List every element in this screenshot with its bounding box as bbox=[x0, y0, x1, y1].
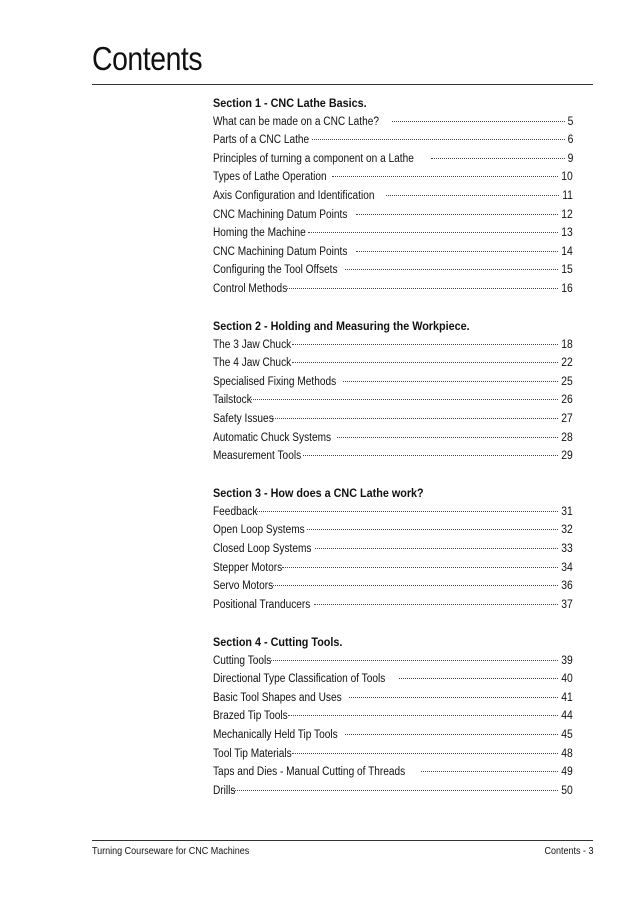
toc-entry-page-number: 5 bbox=[567, 115, 573, 128]
page-title: Contents bbox=[92, 40, 203, 77]
dot-leader bbox=[392, 120, 565, 122]
toc-entry-page-number: 28 bbox=[561, 431, 573, 444]
toc-entry-label: The 3 Jaw Chuck bbox=[213, 338, 292, 351]
toc-entry-label: Feedback bbox=[213, 505, 258, 518]
toc-entry bbox=[213, 168, 573, 187]
dot-leader bbox=[399, 677, 558, 679]
toc-entry-page-number: 32 bbox=[561, 524, 573, 537]
dot-leader bbox=[345, 733, 559, 735]
toc-entry-label: Cutting Tools bbox=[213, 654, 272, 667]
toc-entry-label: CNC Machining Datum Points bbox=[213, 208, 348, 221]
toc-entry-label: Homing the Machine bbox=[213, 227, 306, 240]
toc-entry bbox=[213, 596, 573, 615]
footer-page-number: Contents - 3 bbox=[543, 846, 593, 857]
toc-entry bbox=[213, 540, 573, 559]
section-heading: Section 2 - Holding and Measuring the Workpiece. bbox=[213, 319, 470, 334]
toc-entry-page-number: 9 bbox=[567, 152, 573, 165]
dot-leader bbox=[314, 603, 559, 605]
toc-entry-label: Principles of turning a component on a Lathe bbox=[213, 152, 414, 165]
toc-entry-page-number: 27 bbox=[561, 413, 573, 425]
toc-entry-page-number: 22 bbox=[561, 357, 573, 370]
toc-entry-label: Positional Tranducers bbox=[213, 598, 311, 611]
dot-leader bbox=[288, 714, 558, 716]
toc-entry-page-number: 31 bbox=[561, 505, 573, 518]
toc-entry-page-number: 40 bbox=[561, 673, 573, 686]
section-heading: Section 3 - How does a CNC Lathe work? bbox=[213, 486, 424, 501]
toc-entry-label: Basic Tool Shapes and Uses bbox=[213, 691, 342, 704]
toc-entry-label: CNC Machining Datum Points bbox=[213, 245, 348, 258]
toc-entry-page-number: 16 bbox=[561, 282, 573, 295]
toc-entry-page-number: 25 bbox=[561, 375, 573, 388]
toc-section bbox=[213, 94, 573, 299]
toc-entry-page-number: 6 bbox=[567, 134, 573, 147]
toc-entry-label: Mechanically Held Tip Tools bbox=[213, 728, 338, 741]
toc-entry bbox=[213, 689, 573, 708]
toc-entry bbox=[213, 336, 573, 355]
dot-leader bbox=[271, 584, 558, 586]
toc-entry-page-number: 29 bbox=[561, 450, 573, 463]
dot-leader bbox=[356, 213, 558, 215]
dot-leader bbox=[292, 752, 558, 754]
toc-entry-page-number: 14 bbox=[561, 245, 573, 258]
toc-entry bbox=[213, 521, 573, 540]
toc-entry bbox=[213, 670, 573, 689]
toc-entry bbox=[213, 391, 573, 410]
dot-leader bbox=[229, 789, 559, 791]
dot-leader bbox=[312, 138, 564, 140]
dot-leader bbox=[308, 231, 558, 233]
dot-leader bbox=[421, 770, 558, 772]
toc-entry-page-number: 37 bbox=[561, 598, 573, 611]
footer-divider bbox=[92, 840, 593, 841]
toc-entry bbox=[213, 782, 573, 801]
dot-leader bbox=[431, 157, 564, 159]
toc-entry bbox=[213, 763, 573, 782]
toc-entry bbox=[213, 373, 573, 392]
toc-entry bbox=[213, 410, 573, 429]
toc-entry bbox=[213, 577, 573, 596]
footer-document-title: Turning Courseware for CNC Machines bbox=[92, 846, 250, 857]
toc-entry bbox=[213, 224, 573, 243]
toc-entry bbox=[213, 503, 573, 522]
toc-entry-label: Parts of a CNC Lathe bbox=[213, 134, 310, 147]
toc-entry-label: What can be made on a CNC Lathe? bbox=[213, 115, 379, 128]
dot-leader bbox=[386, 194, 559, 196]
toc-entry-page-number: 41 bbox=[561, 691, 573, 704]
dot-leader bbox=[287, 287, 558, 289]
toc-entry bbox=[213, 280, 573, 299]
toc-entry-label: Specialised Fixing Methods bbox=[213, 375, 337, 388]
toc-entry-page-number: 12 bbox=[561, 208, 573, 221]
dot-leader bbox=[349, 696, 558, 698]
section-heading: Section 1 - CNC Lathe Basics. bbox=[213, 96, 367, 110]
toc-entry-label: Directional Type Classification of Tools bbox=[213, 673, 386, 686]
toc-entry bbox=[213, 113, 573, 132]
dot-leader bbox=[303, 454, 558, 456]
toc-entry-page-number: 50 bbox=[561, 784, 573, 797]
dot-leader bbox=[282, 566, 559, 568]
section-heading: Section 4 - Cutting Tools. bbox=[213, 634, 343, 649]
dot-leader bbox=[356, 250, 558, 252]
toc-entry-page-number: 44 bbox=[561, 710, 573, 723]
toc-entry-label: Types of Lathe Operation bbox=[213, 171, 327, 184]
toc-entry-label: Safety Issues bbox=[213, 413, 274, 425]
toc-entry-label: Closed Loop Systems bbox=[213, 543, 312, 556]
toc-entry-page-number: 26 bbox=[561, 394, 573, 407]
dot-leader bbox=[307, 528, 558, 530]
toc-section bbox=[213, 317, 573, 466]
toc-entry-page-number: 45 bbox=[561, 728, 573, 741]
dot-leader bbox=[315, 547, 558, 549]
dot-leader bbox=[345, 268, 559, 270]
toc-entry-label: Stepper Motors bbox=[213, 561, 283, 574]
toc-entry-page-number: 10 bbox=[561, 171, 573, 184]
dot-leader bbox=[292, 361, 558, 363]
dot-leader bbox=[247, 398, 558, 400]
table-of-contents bbox=[213, 94, 573, 819]
toc-entry bbox=[213, 243, 573, 262]
dot-leader bbox=[269, 659, 558, 661]
toc-entry-label: Tool Tip Materials bbox=[213, 747, 292, 760]
toc-entry-label: Automatic Chuck Systems bbox=[213, 431, 332, 444]
toc-entry-page-number: 11 bbox=[562, 189, 573, 202]
dot-leader bbox=[337, 436, 558, 438]
toc-entry bbox=[213, 726, 573, 745]
toc-entry bbox=[213, 131, 573, 150]
dot-leader bbox=[292, 343, 558, 345]
toc-entry bbox=[213, 150, 573, 169]
dot-leader bbox=[343, 380, 558, 382]
toc-entry bbox=[213, 354, 573, 373]
toc-entry bbox=[213, 707, 573, 726]
toc-entry bbox=[213, 261, 573, 280]
toc-entry-label: Open Loop Systems bbox=[213, 524, 305, 537]
toc-entry-label: Tailstock bbox=[213, 394, 252, 407]
toc-entry-page-number: 13 bbox=[561, 227, 573, 240]
toc-entry-label: Drills bbox=[213, 784, 236, 797]
title-divider bbox=[92, 84, 593, 85]
toc-entry bbox=[213, 652, 573, 671]
toc-entry-page-number: 34 bbox=[561, 561, 573, 574]
toc-entry-label: Measurement Tools bbox=[213, 450, 302, 463]
toc-entry-label: Servo Motors bbox=[213, 580, 274, 593]
toc-entry-page-number: 15 bbox=[561, 264, 573, 277]
toc-section bbox=[213, 633, 573, 800]
toc-entry-label: Taps and Dies - Manual Cutting of Threads bbox=[213, 766, 406, 779]
toc-section bbox=[213, 484, 573, 614]
toc-entry-label: The 4 Jaw Chuck bbox=[213, 357, 292, 370]
toc-entry-page-number: 18 bbox=[561, 338, 573, 351]
toc-entry bbox=[213, 559, 573, 578]
toc-entry bbox=[213, 206, 573, 225]
toc-entry-label: Axis Configuration and Identification bbox=[213, 189, 375, 202]
toc-entry-page-number: 49 bbox=[561, 766, 573, 779]
toc-entry bbox=[213, 745, 573, 764]
toc-entry-page-number: 36 bbox=[561, 580, 573, 593]
toc-entry-label: Configuring the Tool Offsets bbox=[213, 264, 338, 277]
toc-entry-page-number: 48 bbox=[561, 747, 573, 760]
toc-entry bbox=[213, 429, 573, 448]
dot-leader bbox=[332, 175, 558, 177]
dot-leader bbox=[254, 510, 559, 512]
dot-leader bbox=[272, 417, 558, 419]
toc-entry-page-number: 33 bbox=[561, 543, 573, 556]
toc-entry bbox=[213, 187, 573, 206]
toc-entry-label: Control Methods bbox=[213, 282, 288, 295]
toc-entry bbox=[213, 447, 573, 466]
toc-entry-label: Brazed Tip Tools bbox=[213, 710, 288, 723]
toc-entry-page-number: 39 bbox=[561, 654, 573, 667]
